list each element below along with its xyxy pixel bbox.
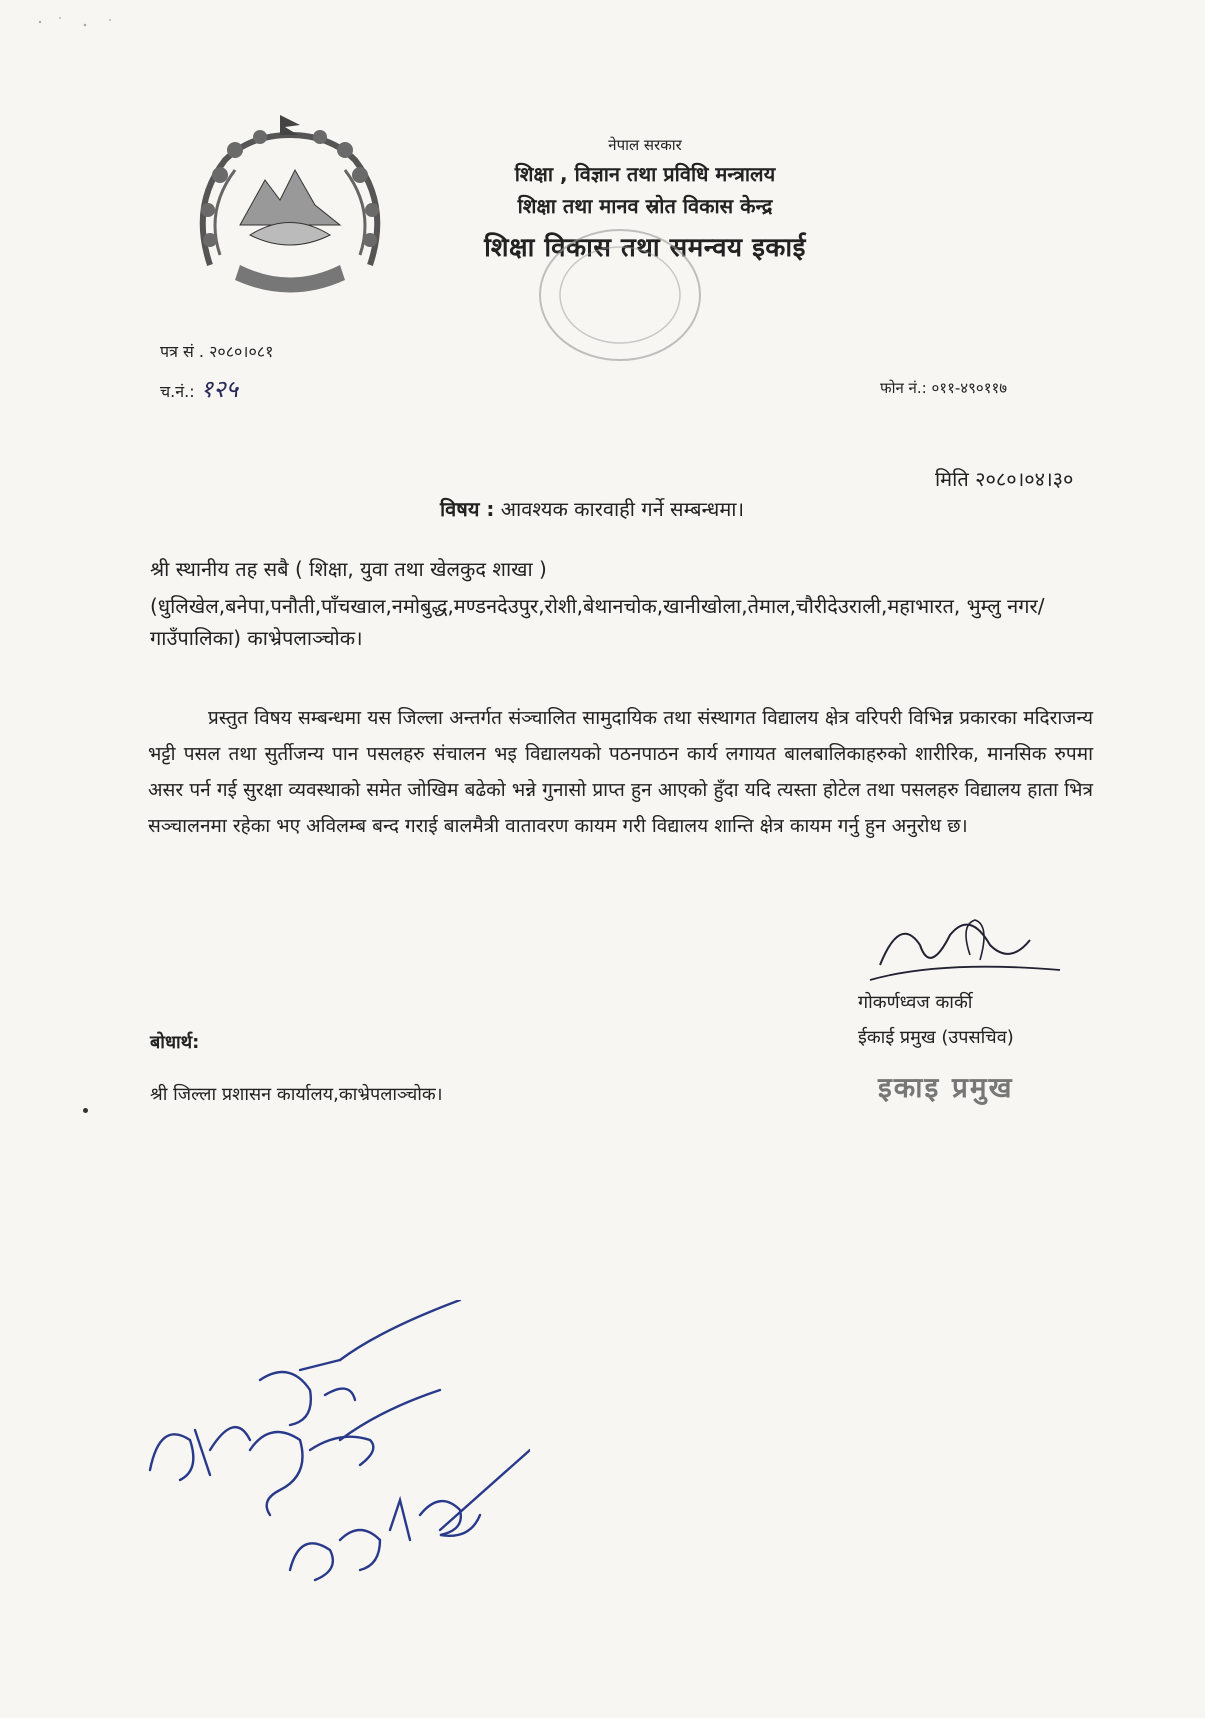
signer-stamp: इकाइ प्रमुख xyxy=(878,1071,1014,1104)
addressee-line-2: (धुलिखेल,बनेपा,पनौती,पाँचखाल,नमोबुद्ध,मण्डनदेउपुर,रोशी,बेथानचोक,खानीखोला,तेमाल,चौरीदेउराली,महाभारत, भुम्लु नगर/गाउँपालिका) काभ्रेपलाञ्चोक। xyxy=(150,594,1045,650)
scan-noise xyxy=(30,10,150,35)
cc-recipient: श्री जिल्ला प्रशासन कार्यालय,काभ्रेपलाञ्चोक। xyxy=(150,1084,443,1105)
unit-name: शिक्षा विकास तथा समन्वय इकाई xyxy=(484,233,806,263)
dispatch-number: च.नं.: १२५ xyxy=(160,375,239,403)
ministry-name: शिक्षा , विज्ञान तथा प्रविधि मन्त्रालय xyxy=(514,162,776,186)
phone-number: फोन नं.: ०११-४९०११७ xyxy=(880,379,1008,397)
handwritten-note-icon xyxy=(140,1300,530,1600)
subject-line: विषय : आवश्यक कारवाही गर्ने सम्बन्धमा। xyxy=(440,497,745,521)
nepal-emblem-icon xyxy=(180,115,400,310)
addressee-line-1: श्री स्थानीय तह सबै ( शिक्षा, युवा तथा खेलकुद शाखा ) xyxy=(150,557,547,581)
letter-number: पत्र सं . २०८०।०८१ xyxy=(160,342,274,361)
letter-date: मिति २०८०।०४।३० xyxy=(935,467,1074,491)
signature-icon xyxy=(860,905,1080,1000)
cc-label: बोधार्थ: xyxy=(150,1032,200,1053)
signer-title: ईकाई प्रमुख (उपसचिव) xyxy=(858,1027,1014,1048)
letter-body: प्रस्तुत विषय सम्बन्धमा यस जिल्ला अन्तर्गत संञ्चालित सामुदायिक तथा संस्थागत विद्यालय क्षेत्र वरिपरी विभिन्न प्रकारका मदिराजन्य भट्टी पसल तथा सुर्तीजन्य पान पसलहरु संचालन भइ विद्यालयको पठनपाठन कार्य लगायत बालबालिकाहरुको शारीरिक, मानसिक रुपमा असर पर्न गई सुरक्षा व्यवस्थाको समेत जोखिम बढेको भन्ने गुनासो प्राप्त हुन आएको हुँदा यदि त्यस्ता होटेल तथा पसलहरु विद्यालय हाता भित्र सञ्चालनमा रहेका भए अविलम्ब बन्द गराई बालमैत्री वातावरण कायम गरी विद्यालय शान्ति क्षेत्र कायम गर्नु हुन अनुरोध छ। xyxy=(148,707,1093,837)
scan-dot xyxy=(83,1108,88,1113)
government-name: नेपाल सरकार xyxy=(608,136,682,154)
center-name: शिक्षा तथा मानव स्रोत विकास केन्द्र xyxy=(517,194,773,218)
signer-name: गोकर्णध्वज कार्की xyxy=(858,992,973,1013)
office-stamp-icon xyxy=(530,215,710,375)
